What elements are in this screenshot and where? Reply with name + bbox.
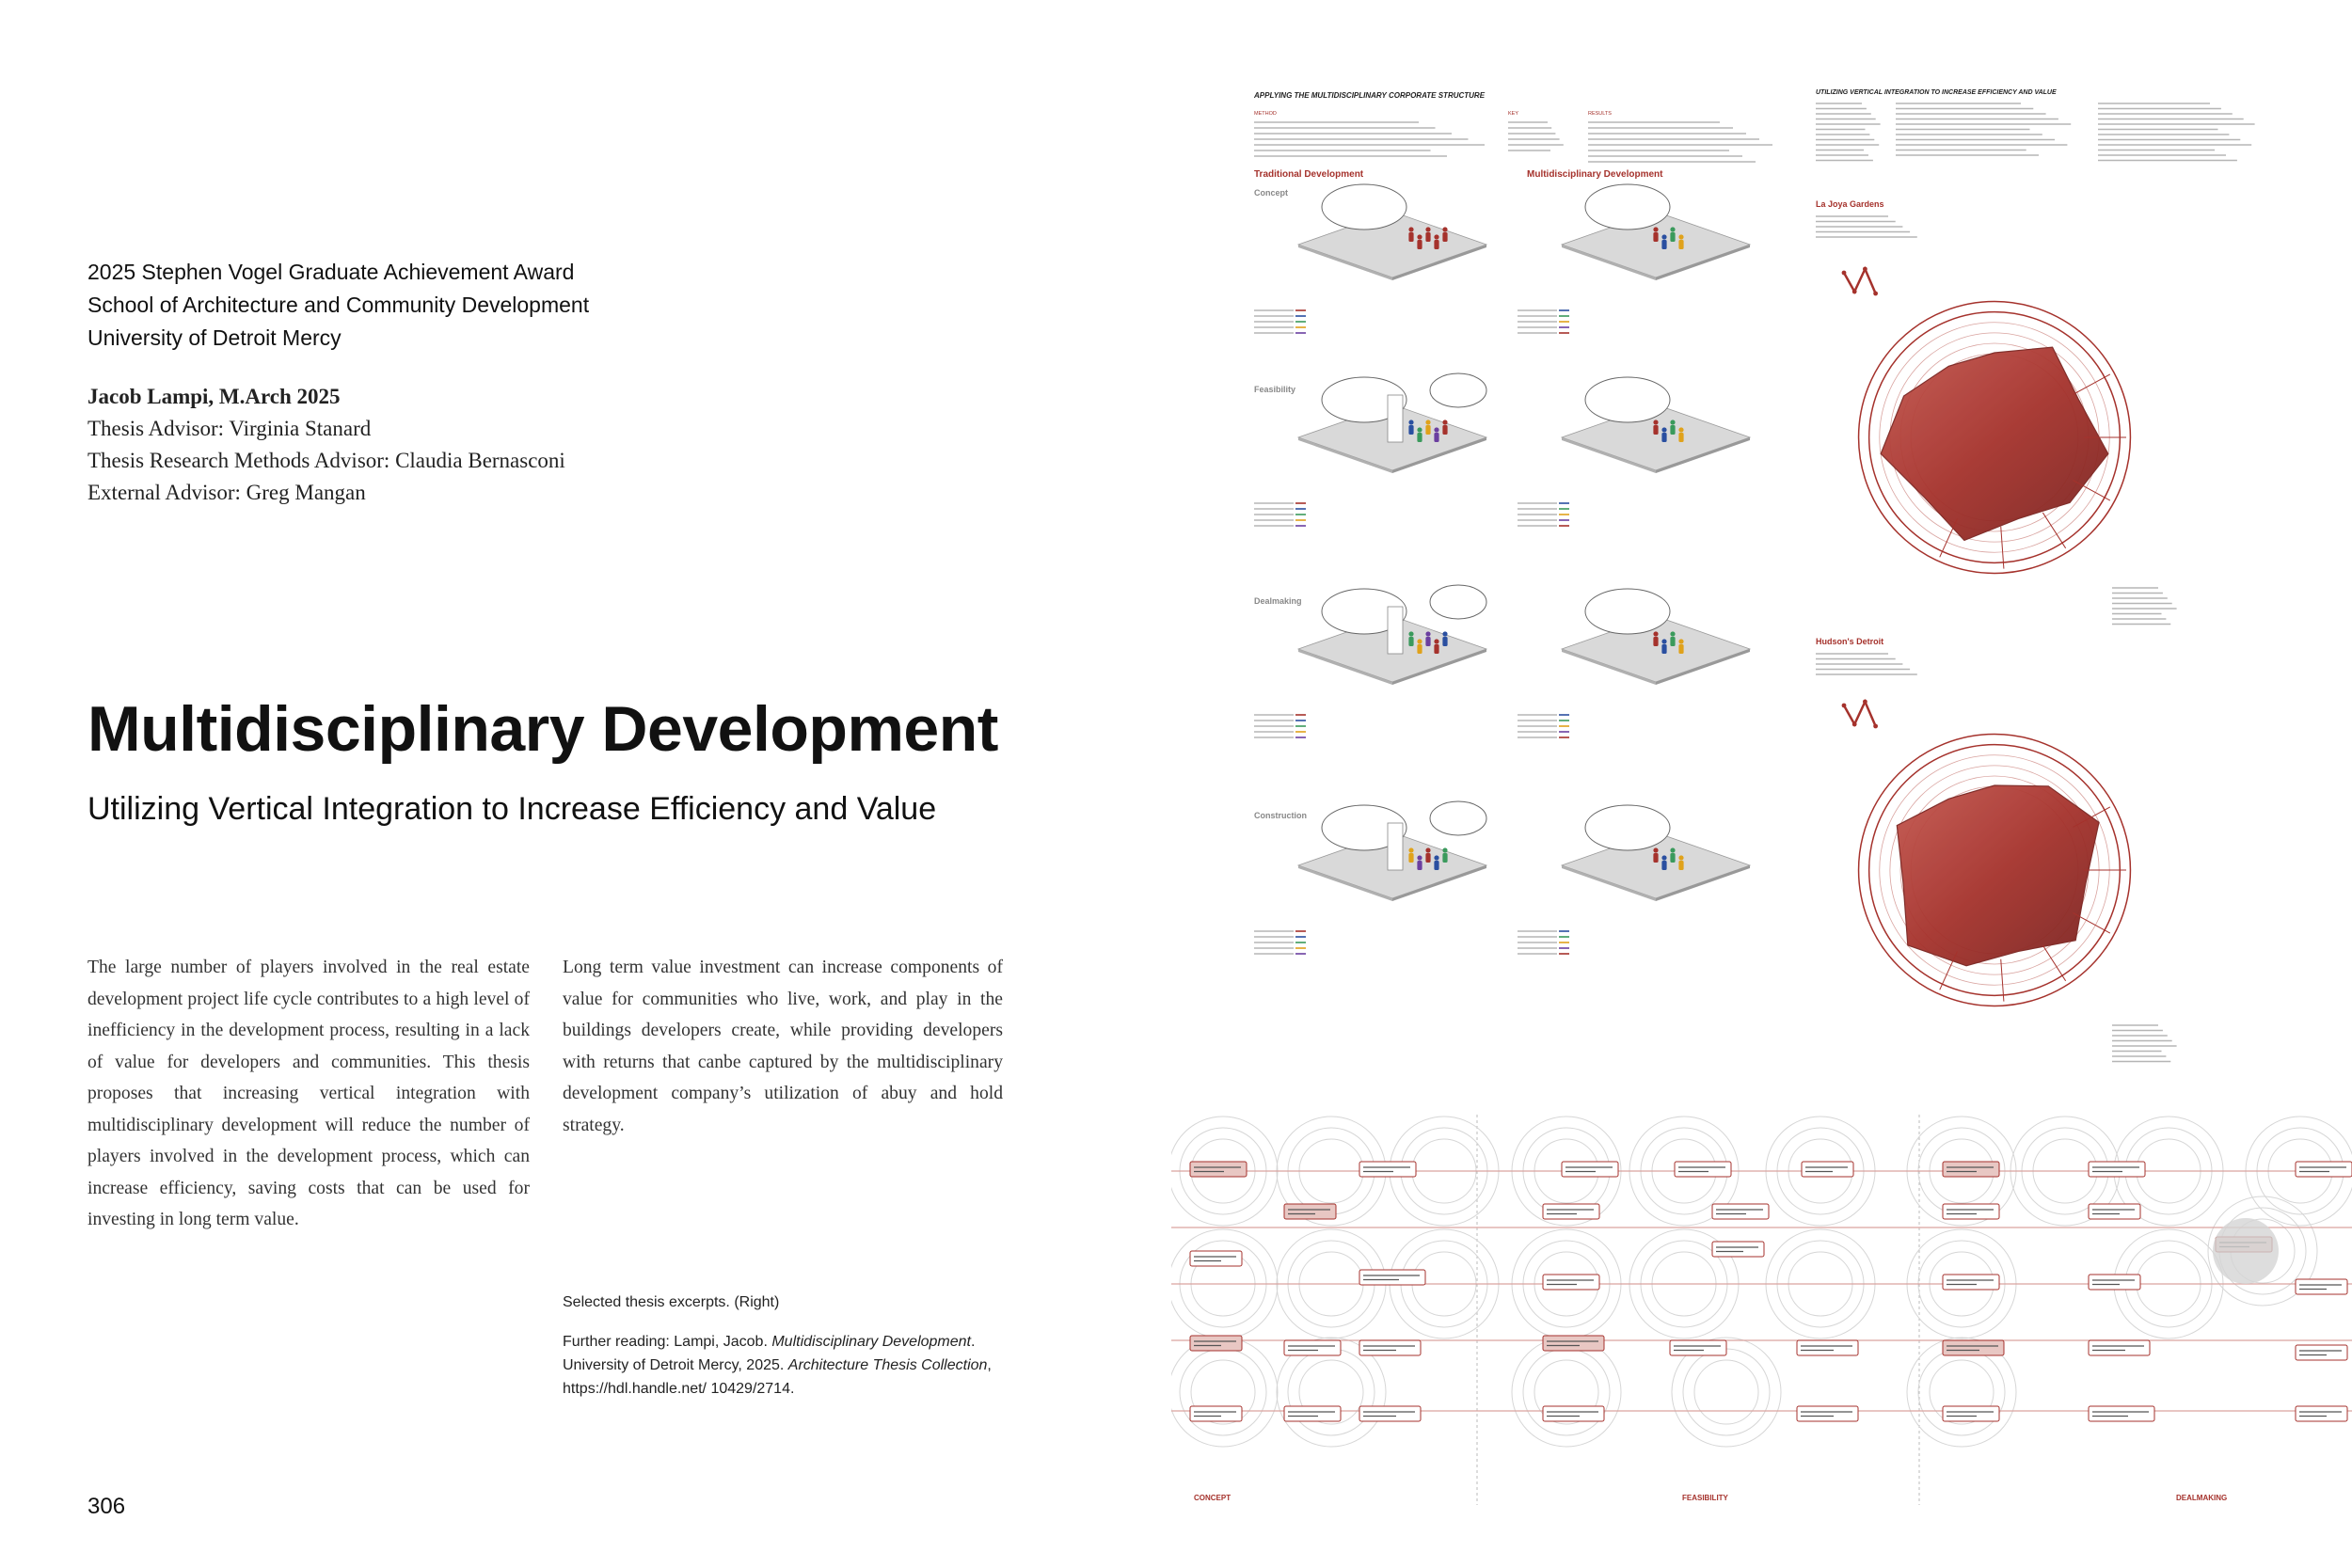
thought-bubble xyxy=(1322,184,1406,230)
process-step-box xyxy=(1190,1162,1247,1177)
board-heading-left: APPLYING THE MULTIDISCIPLINARY CORPORATE STRUCTURE xyxy=(1254,91,1486,100)
ripple-ring xyxy=(1523,1349,1610,1435)
person-figure-head xyxy=(1653,420,1658,424)
process-step-box xyxy=(2296,1279,2347,1294)
person-figure-body xyxy=(1434,644,1438,654)
person-figure-head xyxy=(1442,227,1447,231)
sparkline-point xyxy=(1852,722,1857,727)
person-figure-body xyxy=(1442,232,1447,242)
radial-value-photo xyxy=(1881,347,2108,540)
person-figure-body xyxy=(1417,433,1422,442)
person-figure-head xyxy=(1417,639,1422,643)
thesis-advisor: Thesis Advisor: Virginia Stanard xyxy=(87,417,372,440)
person-figure-head xyxy=(1425,847,1430,852)
process-step-box xyxy=(1284,1406,1341,1421)
ripple-ring xyxy=(1171,1338,1278,1447)
case-study-1-title: La Joya Gardens xyxy=(1816,199,1884,209)
multidisciplinary-label: Multidisciplinary Development xyxy=(1527,169,1663,180)
person-figure-body xyxy=(1442,637,1447,646)
person-figure-head xyxy=(1670,227,1675,231)
person-figure-head xyxy=(1670,847,1675,852)
process-step-box xyxy=(1675,1162,1731,1177)
partition-wall xyxy=(1388,607,1403,654)
person-figure-body xyxy=(1678,861,1683,870)
flow-phase-concept: CONCEPT xyxy=(1194,1494,1232,1502)
process-step-box xyxy=(2296,1162,2352,1177)
person-figure-body xyxy=(1425,637,1430,646)
person-figure-head xyxy=(1678,234,1683,239)
process-step-box xyxy=(1712,1204,1769,1219)
person-figure-body xyxy=(1442,853,1447,863)
process-step-box xyxy=(2089,1275,2140,1290)
thought-bubble xyxy=(1585,377,1670,422)
process-step-box xyxy=(1543,1336,1604,1351)
person-figure-body xyxy=(1670,425,1675,435)
case-study-2-title: Hudson's Detroit xyxy=(1816,637,1884,646)
sparkline xyxy=(1844,269,1876,293)
university-name: University of Detroit Mercy xyxy=(87,325,342,350)
process-step-box xyxy=(2089,1204,2140,1219)
person-figure-body xyxy=(1417,240,1422,249)
person-figure-body xyxy=(1678,433,1683,442)
process-step-box xyxy=(1284,1204,1336,1219)
person-figure-head xyxy=(1653,227,1658,231)
ripple-ring xyxy=(1918,1349,2005,1435)
person-figure-head xyxy=(1442,420,1447,424)
process-step-box xyxy=(2296,1406,2347,1421)
sparkline-point xyxy=(1863,700,1867,705)
process-step-box xyxy=(1943,1340,2004,1355)
person-figure-head xyxy=(1678,639,1683,643)
process-step-box xyxy=(1943,1275,1999,1290)
person-figure-body xyxy=(1442,425,1447,435)
further-reading xyxy=(563,1330,1014,1401)
person-figure-head xyxy=(1442,847,1447,852)
person-figure-head xyxy=(1417,427,1422,432)
body-text-column-1: The large number of players involved in the real estate development project life cycle contributes to a high level of inefficiency in the development process, resulting in a lack of value for developers and communities. This thesis proposes that increasing vertical integration with multidisciplinary development will reduce the number of players involved in the development process, which can increase efficiency, saving costs that can be used for investing in long term value. xyxy=(87,958,530,1229)
ripple-ring xyxy=(1180,1349,1266,1435)
process-step-box xyxy=(1284,1340,1341,1355)
ripple-ring xyxy=(1694,1360,1758,1424)
process-step-box xyxy=(2089,1406,2154,1421)
person-figure-head xyxy=(1442,631,1447,636)
person-figure-body xyxy=(1653,232,1658,242)
person-figure-body xyxy=(1678,240,1683,249)
page-number: 306 xyxy=(87,1494,126,1519)
page-subtitle: Utilizing Vertical Integration to Increase Efficiency and Value xyxy=(87,791,937,827)
sparkline-point xyxy=(1842,704,1847,708)
person-figure-body xyxy=(1653,425,1658,435)
person-figure-head xyxy=(1670,631,1675,636)
reading-collection: Architecture Thesis Collection xyxy=(787,1357,988,1373)
person-figure-head xyxy=(1425,631,1430,636)
person-figure-body xyxy=(1425,232,1430,242)
sparkline-point xyxy=(1842,271,1847,276)
person-figure-head xyxy=(1425,420,1430,424)
process-step-box xyxy=(1943,1406,1999,1421)
isometric-diagrams xyxy=(1254,184,1750,954)
process-step-box xyxy=(1359,1162,1416,1177)
process-step-box xyxy=(1359,1270,1425,1285)
thought-bubble xyxy=(1585,805,1670,850)
person-figure-body xyxy=(1425,853,1430,863)
process-step-box xyxy=(2296,1345,2347,1360)
person-figure-head xyxy=(1434,855,1438,860)
process-step-box xyxy=(1543,1204,1599,1219)
ripple-ring xyxy=(1683,1349,1770,1435)
person-figure-body xyxy=(1417,861,1422,870)
credits-block xyxy=(87,381,565,509)
award-block xyxy=(87,256,589,355)
thought-bubble xyxy=(1585,589,1670,634)
col-label-method: METHOD xyxy=(1254,111,1277,117)
thesis-board-svg xyxy=(1171,75,2352,1524)
phase-label-dealmaking: Dealmaking xyxy=(1254,596,1302,606)
radial-spoke xyxy=(2073,374,2109,395)
page-title: Multidisciplinary Development xyxy=(87,693,998,765)
person-figure-body xyxy=(1408,425,1413,435)
partition-wall xyxy=(1388,823,1403,870)
reading-work-title: Multidisciplinary Development xyxy=(771,1334,971,1350)
process-step-box xyxy=(2089,1162,2145,1177)
person-figure-head xyxy=(1434,639,1438,643)
process-step-box xyxy=(1543,1406,1604,1421)
thought-bubble xyxy=(1430,373,1486,407)
author-name: Jacob Lampi, M.Arch 2025 xyxy=(87,385,341,408)
person-figure-head xyxy=(1670,420,1675,424)
thought-bubble xyxy=(1430,801,1486,835)
person-figure-head xyxy=(1678,855,1683,860)
process-flowchart xyxy=(1171,1115,2352,1505)
person-figure-body xyxy=(1670,232,1675,242)
phase-label-construction: Construction xyxy=(1254,811,1307,820)
person-figure-head xyxy=(1408,420,1413,424)
person-figure-head xyxy=(1653,631,1658,636)
ripple-ring xyxy=(1288,1349,1375,1435)
col-label-results: RESULTS xyxy=(1588,111,1612,117)
person-figure-body xyxy=(1434,433,1438,442)
traditional-label: Traditional Development xyxy=(1254,169,1364,180)
radial-value-diagrams xyxy=(1842,267,2131,1006)
sparkline-point xyxy=(1863,267,1867,272)
board-heading-right: UTILIZING VERTICAL INTEGRATION TO INCREASE EFFICIENCY AND VALUE xyxy=(1816,89,2057,96)
person-figure-head xyxy=(1661,855,1666,860)
person-figure-body xyxy=(1678,644,1683,654)
person-figure-head xyxy=(1408,847,1413,852)
person-figure-head xyxy=(1678,427,1683,432)
external-advisor: External Advisor: Greg Mangan xyxy=(87,481,366,504)
person-figure-body xyxy=(1653,637,1658,646)
ripple-ring xyxy=(1512,1338,1621,1447)
person-figure-head xyxy=(1661,427,1666,432)
body-text-column-2: Long term value investment can increase components of value for communities who live, work, and play in the buildings developers create, while providing developers with returns that canbe captured by the multidisciplinary development company’s utilization of abuy and hold strategy. xyxy=(563,958,1003,1135)
process-step-box xyxy=(1359,1340,1421,1355)
person-figure-body xyxy=(1661,861,1666,870)
person-figure-body xyxy=(1653,853,1658,863)
school-name: School of Architecture and Community Development xyxy=(87,293,590,317)
process-step-box xyxy=(1190,1336,1242,1351)
process-step-box xyxy=(1712,1242,1764,1257)
person-figure-head xyxy=(1425,227,1430,231)
sparkline xyxy=(1844,702,1876,726)
person-figure-head xyxy=(1661,234,1666,239)
sparkline-point xyxy=(1873,292,1878,296)
person-figure-head xyxy=(1408,227,1413,231)
person-figure-body xyxy=(1408,853,1413,863)
thought-bubble xyxy=(1585,184,1670,230)
process-step-box xyxy=(1543,1275,1599,1290)
person-figure-body xyxy=(1408,637,1413,646)
person-figure-body xyxy=(1434,861,1438,870)
person-figure-body xyxy=(1670,853,1675,863)
reading-middle: . University of Detroit Mercy, 2025. xyxy=(563,1334,976,1373)
person-figure-body xyxy=(1434,240,1438,249)
sparkline-point xyxy=(1852,290,1857,294)
person-figure-head xyxy=(1434,234,1438,239)
person-figure-body xyxy=(1670,637,1675,646)
thesis-excerpt-board xyxy=(1171,75,2352,1524)
reading-prefix: Further reading: Lampi, Jacob. xyxy=(563,1334,772,1350)
process-step-box xyxy=(1802,1162,1853,1177)
thought-bubble xyxy=(1430,585,1486,619)
methods-advisor: Thesis Research Methods Advisor: Claudia Bernasconi xyxy=(87,449,565,472)
flow-phase-dealmaking: DEALMAKING xyxy=(2176,1494,2228,1502)
flow-phase-feasibility: FEASIBILITY xyxy=(1682,1494,1728,1502)
radial-spoke xyxy=(1940,518,1958,557)
person-figure-head xyxy=(1653,847,1658,852)
person-figure-head xyxy=(1661,639,1666,643)
sparkline-point xyxy=(1873,724,1878,729)
person-figure-body xyxy=(1661,240,1666,249)
radial-value-photo xyxy=(1897,785,2099,966)
process-step-box xyxy=(1359,1406,1421,1421)
partition-wall xyxy=(1388,395,1403,442)
person-figure-head xyxy=(1408,631,1413,636)
reading-suffix: , https://hdl.handle.net/ 10429/2714. xyxy=(563,1357,992,1397)
process-step-box xyxy=(1190,1406,1242,1421)
process-step-box xyxy=(1943,1162,1999,1177)
person-figure-head xyxy=(1434,427,1438,432)
col-label-key: KEY xyxy=(1508,111,1519,117)
award-name: 2025 Stephen Vogel Graduate Achievement Award xyxy=(87,260,575,284)
person-figure-body xyxy=(1661,644,1666,654)
process-step-box xyxy=(1670,1340,1726,1355)
process-step-box xyxy=(1797,1340,1858,1355)
person-figure-head xyxy=(1417,234,1422,239)
process-step-box xyxy=(1797,1406,1858,1421)
phase-label-feasibility: Feasibility xyxy=(1254,385,1296,394)
person-figure-body xyxy=(1417,644,1422,654)
integration-hub xyxy=(2213,1218,2279,1284)
excerpts-note: Selected thesis excerpts. (Right) xyxy=(563,1294,780,1310)
process-step-box xyxy=(1943,1204,1999,1219)
process-step-box xyxy=(1562,1162,1618,1177)
person-figure-body xyxy=(1408,232,1413,242)
person-figure-body xyxy=(1661,433,1666,442)
person-figure-body xyxy=(1425,425,1430,435)
phase-label-concept: Concept xyxy=(1254,188,1288,198)
process-step-box xyxy=(2089,1340,2150,1355)
person-figure-head xyxy=(1417,855,1422,860)
process-step-box xyxy=(1190,1251,1242,1266)
